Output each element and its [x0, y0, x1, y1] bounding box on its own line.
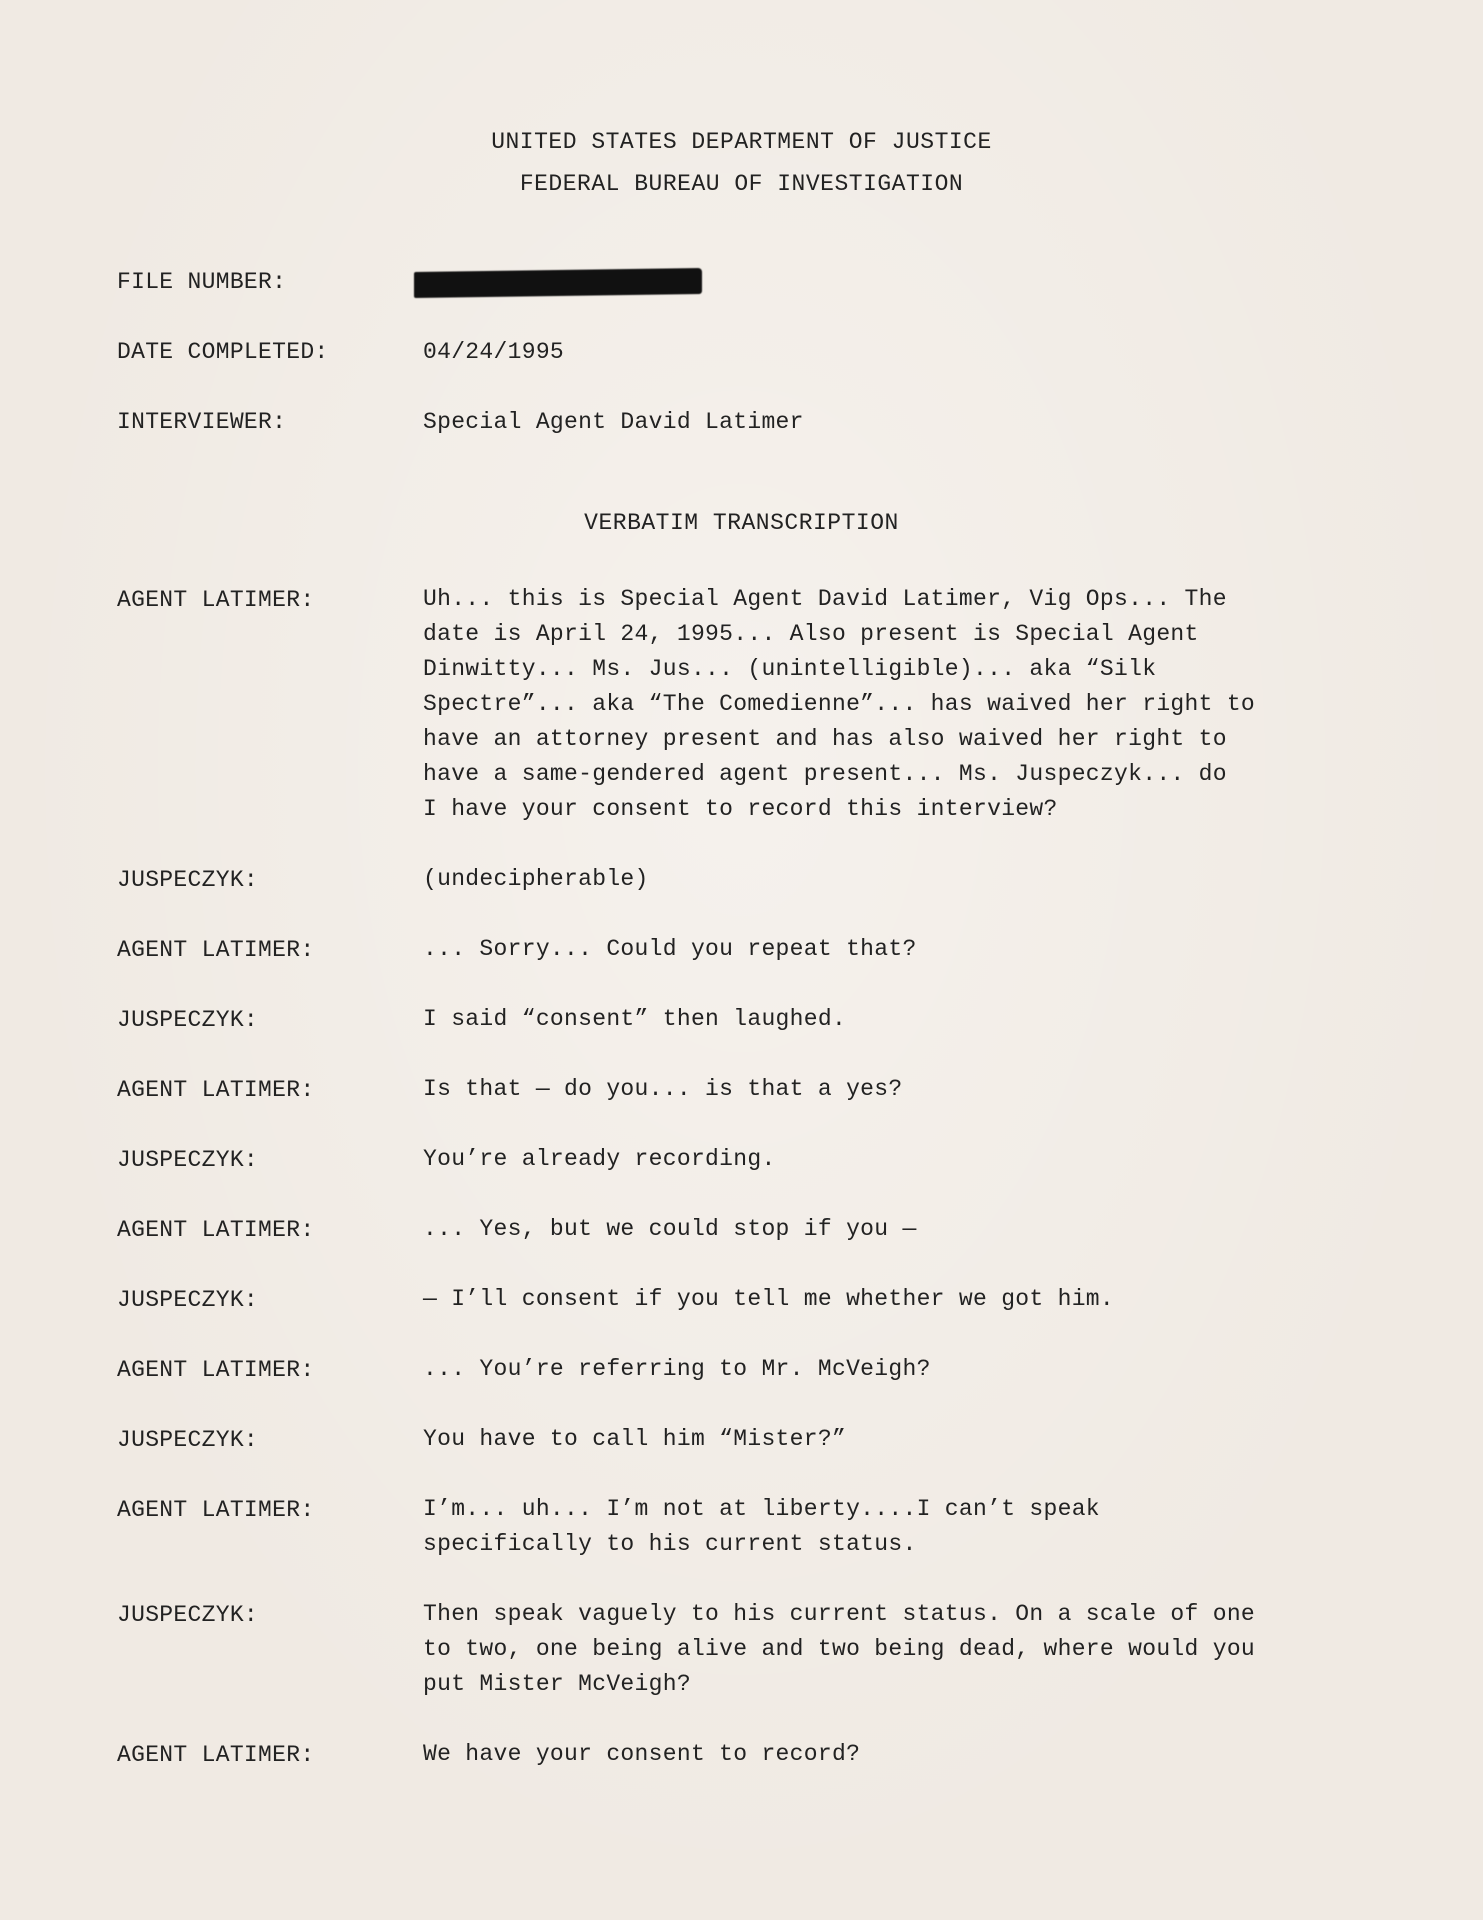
speaker-label: AGENT LATIMER: — [117, 1217, 315, 1243]
transcript-line: — I’ll consent if you tell me whether we got him. — [423, 1286, 1115, 1312]
transcript-line: ... Yes, but we could stop if you — — [423, 1216, 917, 1242]
interviewer-label: INTERVIEWER: — [117, 409, 287, 435]
transcript-line: have a same-gendered agent present... Ms. Juspeczyk... do — [423, 761, 1227, 787]
speaker-label: JUSPECZYK: — [117, 1007, 259, 1033]
transcript-line: Then speak vaguely to his current status. On a scale of one — [423, 1601, 1256, 1627]
date-completed-label: DATE COMPLETED: — [117, 339, 329, 365]
transcript-line: You’re already recording. — [423, 1146, 776, 1172]
speaker-label: JUSPECZYK: — [117, 867, 259, 893]
transcript-line: Spectre”... aka “The Comedienne”... has waived her right to — [423, 691, 1256, 717]
transcript-line: Dinwitty... Ms. Jus... (unintelligible)... aka “Silk — [423, 656, 1157, 682]
transcript-line: ... Sorry... Could you repeat that? — [423, 936, 917, 962]
header-bureau: FEDERAL BUREAU OF INVESTIGATION — [519, 171, 964, 197]
transcript-line: date is April 24, 1995... Also present is Special Agent — [423, 621, 1199, 647]
speaker-label: AGENT LATIMER: — [117, 1742, 315, 1768]
speaker-label: AGENT LATIMER: — [117, 1077, 315, 1103]
transcript-line: You have to call him “Mister?” — [423, 1426, 847, 1452]
transcript-line: Is that — do you... is that a yes? — [423, 1076, 903, 1102]
transcript-line: specifically to his current status. — [423, 1531, 917, 1557]
transcript-line: Uh... this is Special Agent David Latimer, Vig Ops... The — [423, 586, 1227, 612]
transcript-line: have an attorney present and has also waived her right to — [423, 726, 1227, 752]
date-completed-value: 04/24/1995 — [423, 339, 565, 365]
transcript-line: We have your consent to record? — [423, 1741, 861, 1767]
redaction-bar — [414, 268, 702, 298]
header-department: UNITED STATES DEPARTMENT OF JUSTICE — [491, 129, 992, 155]
speaker-label: AGENT LATIMER: — [117, 587, 315, 613]
speaker-label: JUSPECZYK: — [117, 1287, 259, 1313]
transcript-line: I said “consent” then laughed. — [423, 1006, 847, 1032]
speaker-label: JUSPECZYK: — [117, 1427, 259, 1453]
transcript-line: to two, one being alive and two being dead, where would you — [423, 1636, 1256, 1662]
speaker-label: JUSPECZYK: — [117, 1602, 259, 1628]
speaker-label: AGENT LATIMER: — [117, 937, 315, 963]
speaker-label: JUSPECZYK: — [117, 1147, 259, 1173]
section-title: VERBATIM TRANSCRIPTION — [584, 510, 899, 536]
interviewer-value: Special Agent David Latimer — [423, 409, 804, 435]
transcript-line: I’m... uh... I’m not at liberty....I can’t speak — [423, 1496, 1100, 1522]
speaker-label: AGENT LATIMER: — [117, 1497, 315, 1523]
file-number-label: FILE NUMBER: — [117, 269, 287, 295]
transcript-line: I have your consent to record this interview? — [423, 796, 1058, 822]
speaker-label: AGENT LATIMER: — [117, 1357, 315, 1383]
transcript-line: ... You’re referring to Mr. McVeigh? — [423, 1356, 931, 1382]
transcript-line: (undecipherable) — [423, 866, 649, 892]
transcript-line: put Mister McVeigh? — [423, 1671, 691, 1697]
